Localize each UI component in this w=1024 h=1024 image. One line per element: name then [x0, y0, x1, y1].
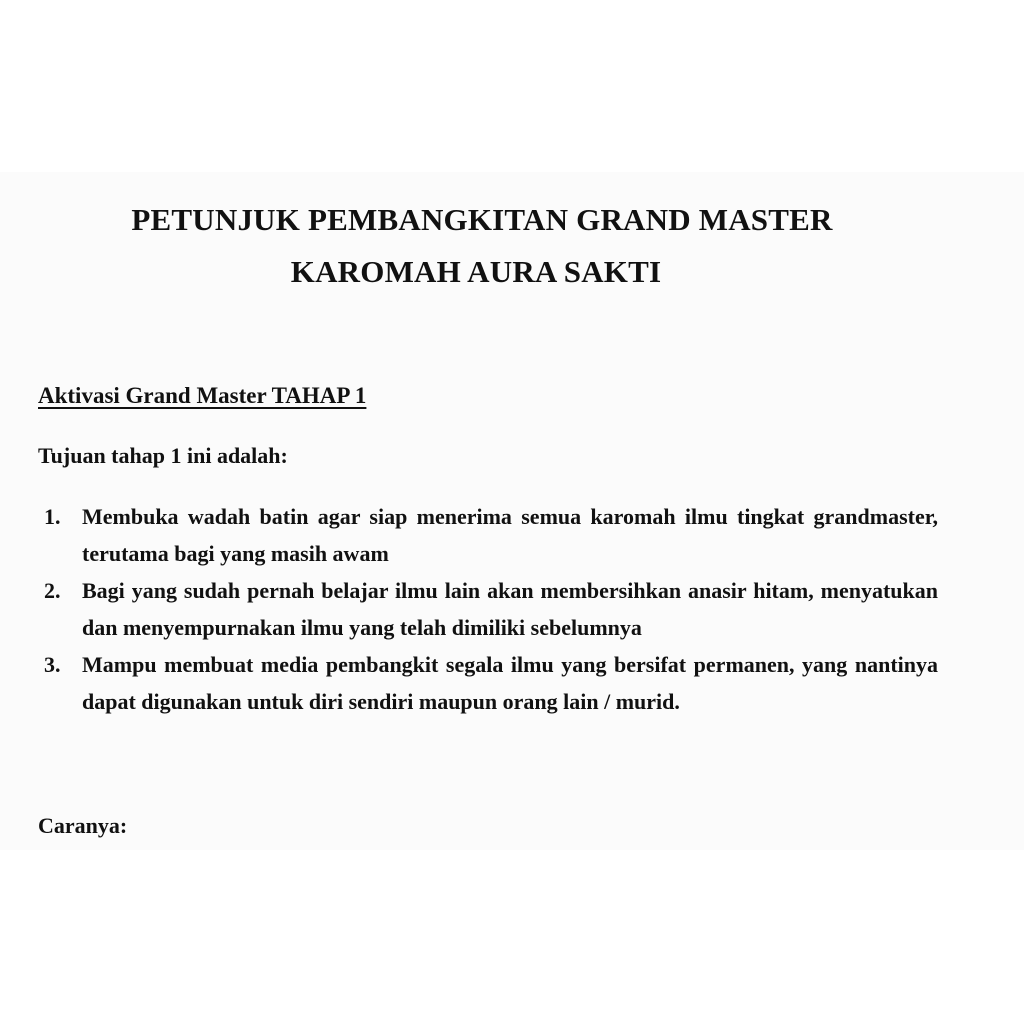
step-text: Membuka wadah batin agar siap menerima semua karomah ilmu tingkat grandmaster, terutama bagi yang masih awam — [82, 504, 938, 566]
step-text: Mampu membuat media pembangkit segala ilmu yang bersifat permanen, yang nantinya dapat digunakan untuk diri sendiri maupun orang lain / murid. — [82, 652, 938, 714]
list-item — [38, 572, 938, 646]
list-item — [38, 498, 938, 572]
step-text: Bagi yang sudah pernah belajar ilmu lain akan membersihkan anasir hitam, menyatukan dan menyempurnakan ilmu yang telah dimiliki sebelumnya — [82, 578, 938, 640]
step-number: 3. — [44, 652, 61, 677]
section-heading: Aktivasi Grand Master TAHAP 1 — [38, 383, 367, 408]
step-number: 2. — [44, 578, 61, 603]
document-title-line-1: PETUNJUK PEMBANGKITAN GRAND MASTER — [131, 202, 833, 237]
intro-text: Tujuan tahap 1 ini adalah: — [38, 443, 288, 468]
closing-text: Caranya: — [38, 813, 128, 838]
step-number: 1. — [44, 504, 61, 529]
list-item — [38, 646, 938, 720]
scanned-document — [0, 172, 1024, 850]
document-title-line-2: KAROMAH AURA SAKTI — [290, 254, 662, 289]
steps-list — [38, 498, 938, 720]
